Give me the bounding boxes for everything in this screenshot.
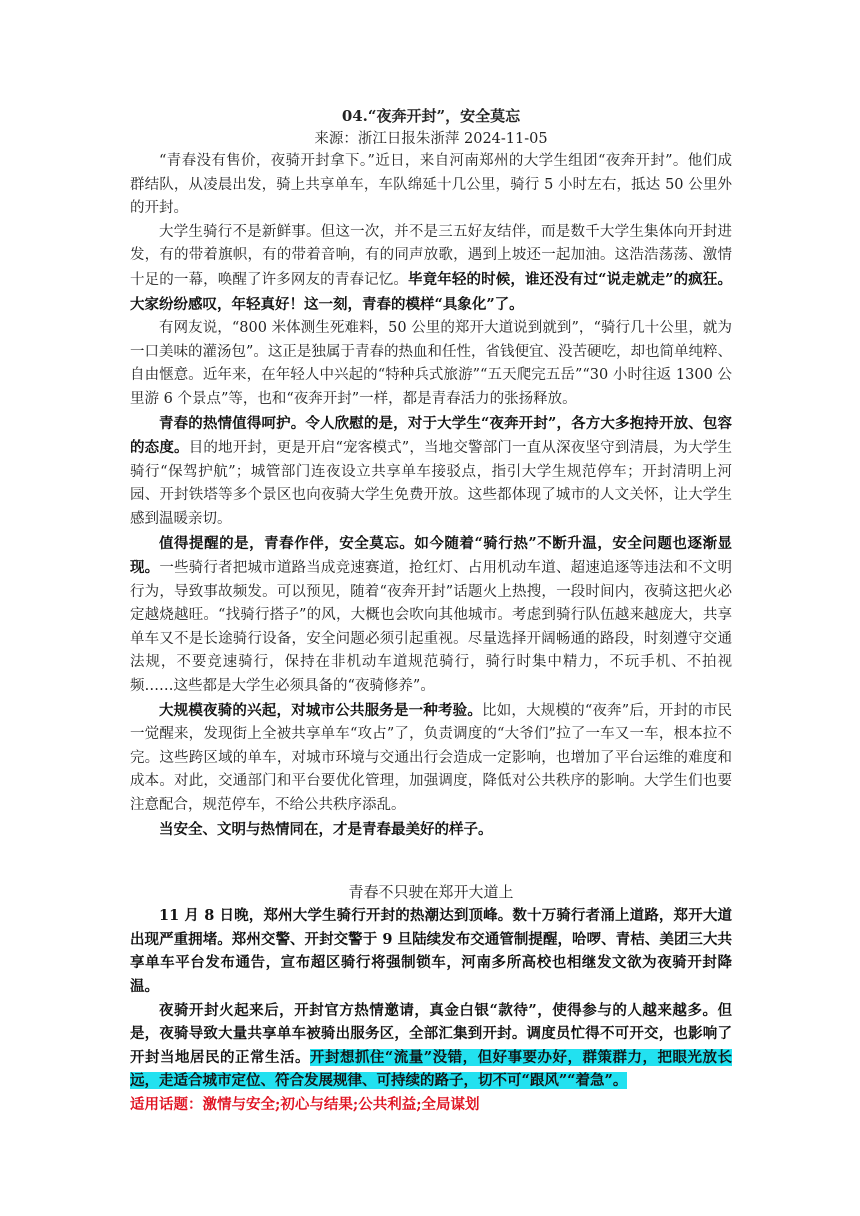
paragraph-4-emphasis: 青春的热情值得呵护。令人欣慰的是，对于大学生“夜奔开封”，各方大多抱持开放、包容的态度。 <box>130 414 732 457</box>
section-2 <box>130 880 732 1116</box>
applicable-topics: 适用话题：激情与安全;初心与结果;公共利益;全局谋划 <box>130 1095 480 1113</box>
paragraph-6 <box>130 699 732 818</box>
paragraph-6-emphasis: 大规模夜骑的兴起，对城市公共服务是一种考验。 <box>159 701 483 719</box>
paragraph-7-emphasis: 当安全、文明与热情同在，才是青春最美好的样子。 <box>159 820 493 838</box>
section-2-title: 青春不只驶在郑开大道上 <box>348 883 514 902</box>
paragraph-5 <box>130 532 732 699</box>
paragraph-6-text: 比如，大规模的“夜奔”后，开封的市民一觉醒来，发现街上全被共享单车“攻占”了，负责调度的“大爷们”拉了一车又一车，根本拉不完。这些跨区域的单车，对城市环境与交通出行会造成一定影响，也增加了平台运维的难度和成本。对此，交通部门和平台要优化管理，加强调度，降低对公共秩序的影响。大学生们也要注意配合，规范停车，不给公共秩序添乱。 <box>130 702 732 814</box>
article-title: 04.“夜奔开封”，安全莫忘 <box>341 107 521 125</box>
paragraph-2-emphasis: 毕竟年轻的时候，谁还没有过“说走就走”的疯狂。大家纷纷感叹，年轻真好！这一刻，青春的模样“具象化”了。 <box>130 270 732 313</box>
paragraph-5-text: 一些骑行者把城市道路当成竞速赛道，抢红灯、占用机动车道、超速追逐等违法和不文明行为，导致事故频发。可以预见，随着“夜奔开封”话题火上热搜，一段时间内，夜骑这把火必定越烧越旺。“找骑行搭子”的风，大概也会吹向其他城市。考虑到骑行队伍越来越庞大，共享单车又不是长途骑行设备，安全问题必须引起重视。尽量选择开阔畅通的路段，时刻遵守交通法规，不要竞速骑行，保持在非机动车道规范骑行，骑行时集中精力，不玩手机、不拍视频……这些都是大学生必须具备的“夜骑修养”。 <box>130 560 732 695</box>
paragraph-3: 有网友说，“800 米体测生死难料，50 公里的郑开大道说到就到”，“骑行几十公里，就为一口美味的灌汤包”。这正是独属于青春的热血和任性，省钱便宜、没苦硬吃，却也简单纯粹、自由惬意。近年来，在年轻人中兴起的“特种兵式旅游”“五天爬完五岳”“30 小时往返 1300 公里游 6 个景点”等，也和“夜奔开封”一样，都是青春活力的张扬释放。 <box>130 320 732 407</box>
paragraph-4-text: 目的地开封，更是开启“宠客模式”，当地交警部门一直从深夜坚守到清晨，为大学生骑行“保驾护航”；城管部门连夜设立共享单车接驳点，指引大学生规范停车；开封清明上河园、开封铁塔等多个景区也向夜骑大学生免费开放。这些都体现了城市的人文关怀，让大学生感到温暖亲切。 <box>130 440 732 527</box>
document-page <box>130 104 732 1117</box>
paragraph-4 <box>130 412 732 532</box>
section-2-paragraph-2 <box>130 999 732 1093</box>
highlighted-text: 开封想抓住“流量”没错，但好事要办好，群策群力，把眼光放长远，走适合城市定位、符合发展规律、可持续的路子，切不可“跟风”“着急”。 <box>130 1048 733 1090</box>
paragraph-2-text: 大学生骑行不是新鲜事。但这一次，并不是三五好友结伴，而是数千大学生集体向开封进发，有的带着旗帜，有的带着音响，有的同声放歌，遇到上坡还一起加油。这浩浩荡荡、激情十足的一幕，唤醒了许多网友的青春记忆。 <box>130 223 732 288</box>
section-2-paragraph-1: 11 月 8 日晚，郑州大学生骑行开封的热潮达到顶峰。数十万骑行者涌上道路，郑开大道出现严重拥堵。郑州交警、开封交警于 9 旦陆续发布交通管制提醒，哈啰、青桔、美团三大共享单车平台发布通告，宣布超区骑行将强制锁车，河南多所高校也相继发文欲为夜骑开封降温。 <box>130 907 732 995</box>
section-2-paragraph-2-text: 夜骑开封火起来后，开封官方热情邀请，真金白银“款待”，使得参与的人越来越多。但是，夜骑导致大量共享单车被骑出服务区，全部汇集到开封。调度员忙得不可开交，也影响了开封当地居民的正常生活。 <box>130 1001 732 1066</box>
article-source: 来源：浙江日报朱浙萍 2024-11-05 <box>314 131 548 147</box>
paragraph-7 <box>130 818 732 843</box>
paragraph-5-emphasis: 值得提醒的是，青春作伴，安全莫忘。如今随着“骑行热”不断升温，安全问题也逐渐显现。 <box>130 534 732 577</box>
paragraph-1: “青春没有售价，夜骑开封拿下。”近日，来自河南郑州的大学生组团“夜奔开封”。他们成群结队，从凌晨出发，骑上共享单车，车队绵延十几公里，骑行 5 小时左右，抵达 50 公里外的开封。 <box>130 153 732 217</box>
paragraph-2 <box>130 221 732 317</box>
